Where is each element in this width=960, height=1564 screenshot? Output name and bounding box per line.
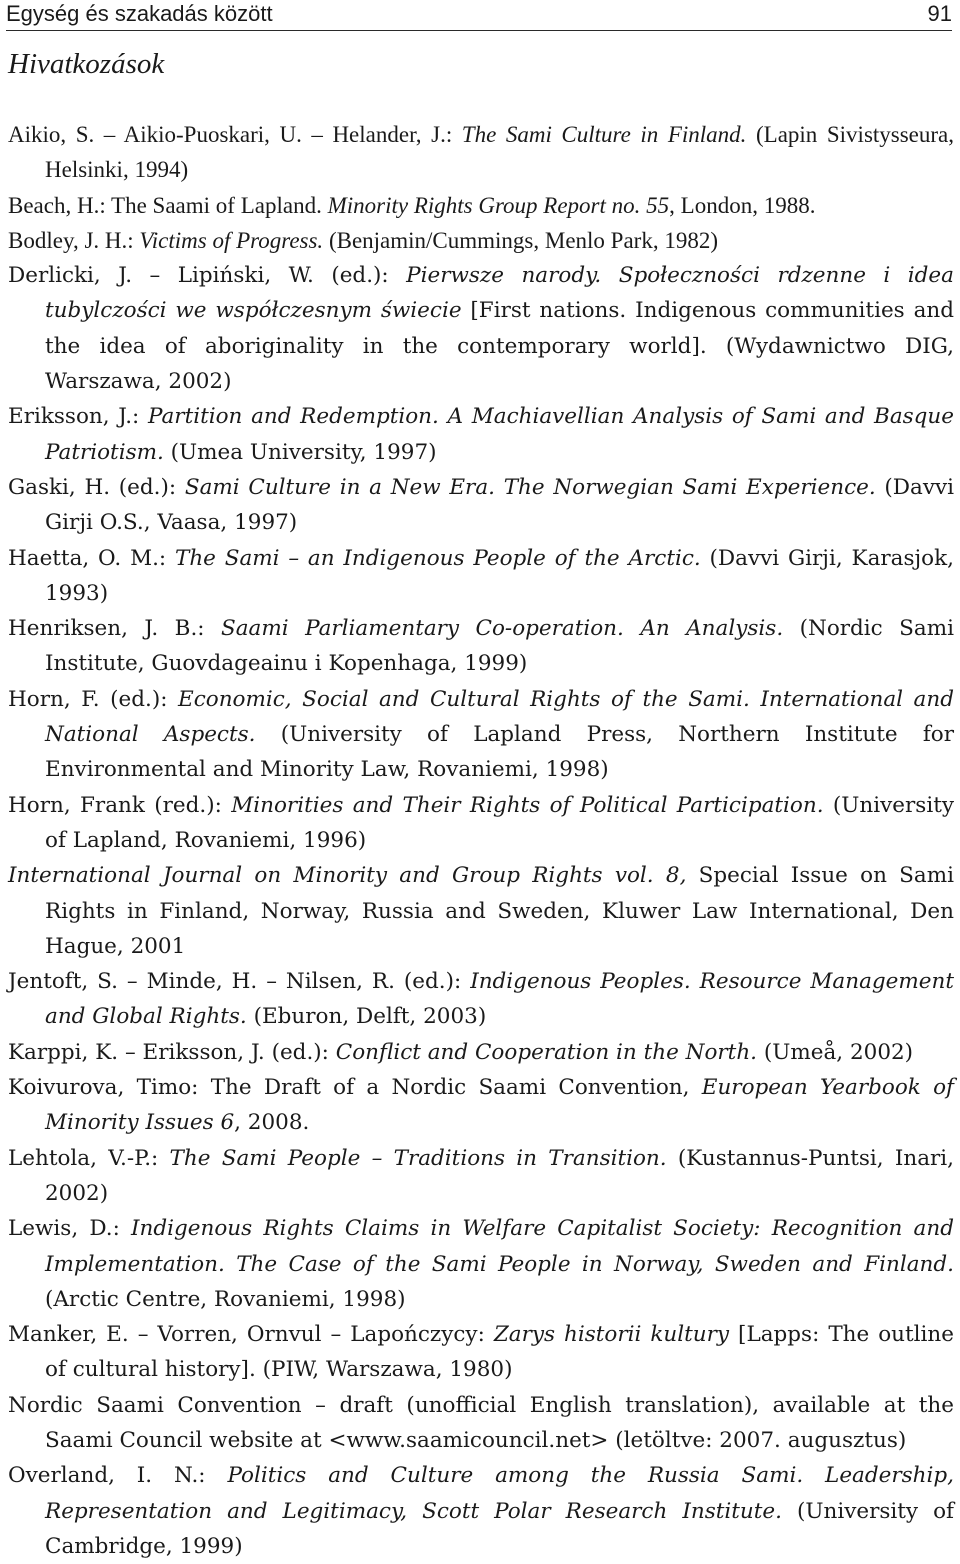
reference-text: (Lapin Sivistysseura, Helsinki, 1994)	[45, 122, 955, 183]
reference-title-italic: Victims of Progress.	[139, 227, 324, 253]
reference-text: (Benjamin/Cummings, Menlo Park, 1982)	[323, 227, 718, 253]
reference-entry	[8, 1388, 954, 1459]
page-number: 91	[927, 1, 952, 26]
reference-entry	[8, 223, 954, 258]
reference-text: , London, 1988.	[669, 192, 816, 218]
reference-text: (Umeå, 2002)	[757, 1039, 914, 1065]
reference-text: Bodley, J. H.:	[8, 227, 140, 253]
reference-list	[8, 117, 954, 1564]
reference-text: Derlicki, J. – Lipiński, W. (ed.):	[8, 263, 407, 289]
reference-title-italic: The Sami Culture in Finland.	[461, 122, 747, 147]
reference-entry	[8, 1458, 954, 1564]
reference-entry	[8, 1141, 954, 1212]
reference-title-italic: Indigenous Rights Claims in Welfare Capitalist Society: Recognition and Implementation. The Case of the Sami People in Norway, Sweden and Finland.	[45, 1216, 954, 1277]
reference-title-italic: Politics and Culture among the Russia Sami. Leadership, Representation and Legitimacy, Scott Polar Research Institute.	[45, 1463, 954, 1524]
reference-text: , 2008.	[234, 1110, 310, 1136]
reference-text: (University of Cambridge, 1999)	[45, 1498, 954, 1559]
reference-title-italic: Indigenous Peoples. Resource Management and Global Rights.	[45, 969, 954, 1030]
reference-text: Gaski, H. (ed.):	[8, 474, 185, 500]
reference-entry	[8, 858, 954, 964]
reference-text: (University of Lapland Press, Northern Institute for Environmental and Minority Law, Rovaniemi, 1998)	[45, 722, 955, 783]
reference-entry	[8, 117, 954, 188]
reference-title-italic: Economic, Social and Cultural Rights of the Sami. International and National Aspects.	[45, 686, 954, 748]
reference-title-italic: The Sami – an Indigenous People of the Arctic.	[174, 545, 701, 571]
reference-entry	[8, 1070, 954, 1141]
reference-text: Manker, E. – Vorren, Ornvul – Lapończycy:	[8, 1322, 494, 1348]
reference-entry	[8, 541, 954, 612]
reference-title-italic: International Journal on Minority and Group Rights vol. 8,	[8, 863, 687, 889]
reference-text: Eriksson, J.:	[8, 404, 148, 430]
reference-entry	[8, 188, 954, 223]
reference-text: Jentoft, S. – Minde, H. – Nilsen, R. (ed.):	[8, 969, 471, 995]
reference-title-italic: Minority Rights Group Report no. 55	[327, 192, 670, 218]
reference-title-italic: Conflict and Cooperation in the North.	[335, 1039, 758, 1065]
reference-entry	[8, 788, 954, 859]
reference-title-italic: Minorities and Their Rights of Political Participation.	[231, 792, 824, 818]
reference-text: (Nordic Sami Institute, Guovdageainu i Kopenhaga, 1999)	[45, 616, 954, 677]
reference-text: (Eburon, Delft, 2003)	[246, 1004, 487, 1030]
reference-text: (Davvi Girji, Karasjok, 1993)	[45, 545, 954, 606]
reference-text: Beach, H.: The Saami of Lapland.	[8, 192, 328, 218]
reference-title-italic: European Yearbook of Minority Issues 6	[45, 1075, 954, 1136]
reference-entry	[8, 1211, 954, 1317]
reference-entry	[8, 682, 954, 788]
reference-title-italic: Zarys historii kultury	[493, 1322, 730, 1348]
reference-title-italic: Partition and Redemption. A Machiavellian Analysis of Sami and Basque Patriotism.	[45, 404, 955, 465]
reference-entry	[8, 258, 954, 399]
reference-title-italic: Pierwsze narody. Społeczności rdzenne i idea tubylczości we współczesnym świecie	[45, 263, 954, 324]
reference-text: Aikio, S. – Aikio-Puoskari, U. – Helander, J.:	[8, 122, 462, 147]
reference-entry	[8, 1035, 954, 1070]
reference-text: Nordic Saami Convention – draft (unofficial English translation), available at the Saami Council website at <www.saamicouncil.net> (letöltve: 2007. augusztus)	[8, 1392, 954, 1453]
reference-text: (Umea University, 1997)	[163, 439, 437, 465]
running-title: Egység és szakadás között	[6, 1, 273, 26]
reference-title-italic: Saami Parliamentary Co-operation. An Analysis.	[220, 616, 784, 642]
reference-entry	[8, 611, 954, 682]
reference-text: (Davvi Girji O.S., Vaasa, 1997)	[45, 474, 954, 536]
reference-text: Lewis, D.:	[8, 1216, 132, 1242]
reference-text: Horn, F. (ed.):	[8, 686, 179, 712]
reference-text: Henriksen, J. B.:	[8, 616, 221, 642]
reference-title-italic: The Sami People – Traditions in Transition.	[169, 1145, 667, 1171]
reference-title-italic: Sami Culture in a New Era. The Norwegian Sami Experience.	[184, 474, 876, 500]
reference-text: Koivurova, Timo: The Draft of a Nordic Saami Convention,	[8, 1075, 702, 1101]
reference-text: [First nations. Indigenous communities and the idea of aboriginality in the contemporary world]. (Wydawnictwo DIG, Warszawa, 2002)	[45, 298, 954, 395]
reference-text: Special Issue on Sami Rights in Finland, Norway, Russia and Sweden, Kluwer Law International, Den Hague, 2001	[45, 863, 954, 959]
reference-text: Karppi, K. – Eriksson, J. (ed.):	[8, 1039, 336, 1065]
reference-text: (University of Lapland, Rovaniemi, 1996)	[45, 792, 954, 853]
reference-text: (Arctic Centre, Rovaniemi, 1998)	[45, 1286, 406, 1312]
reference-text: Lehtola, V.-P.:	[8, 1145, 170, 1171]
reference-entry	[8, 399, 954, 470]
running-head	[6, 0, 952, 31]
reference-text: Horn, Frank (red.):	[8, 792, 232, 818]
reference-entry	[8, 964, 954, 1035]
reference-text: Haetta, O. M.:	[8, 545, 175, 571]
reference-entry	[8, 470, 954, 541]
section-heading: Hivatkozások	[8, 48, 165, 80]
reference-entry	[8, 1317, 954, 1388]
reference-text: [Lapps: The outline of cultural history]. (PIW, Warszawa, 1980)	[45, 1322, 954, 1383]
reference-text: Overland, I. N.:	[8, 1463, 228, 1489]
reference-text: (Kustannus-Puntsi, Inari, 2002)	[45, 1145, 955, 1206]
